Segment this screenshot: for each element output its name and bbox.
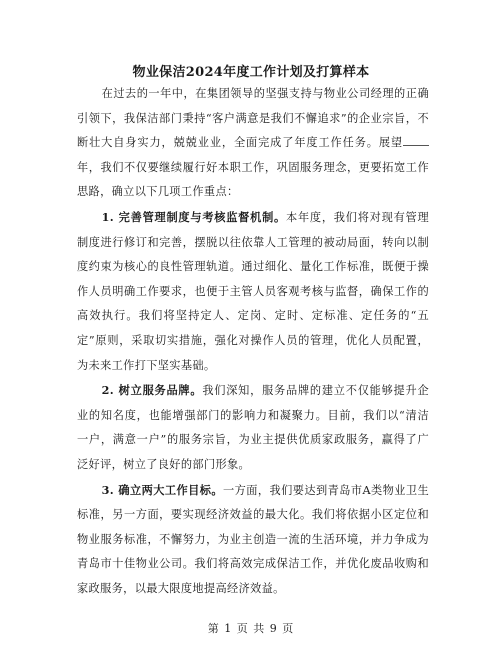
page-footer: 第 1 页 共 9 页 xyxy=(207,622,295,635)
item-text: 本年度，我们将对现有管理制度进行修订和完善，摆脱以往依靠人工管理的被动局面，转向以制度约束为核心的良性管理轨道。通过细化、量化工作标准，既便于操作人员明确工作要求，也便于主管人员客观考核与监督，确保工作的高效执行。我们将坚持定人、定岗、定时、定标准、定任务的“五定”原则，采取切实措施，强化对操作人员的管理，优化人员配置，为未来工作打下坚实基础。 xyxy=(77,210,430,372)
intro-text-part1: 在过去的一年中，在集团领导的坚强支持与物业公司经理的正确引领下，我保洁部门秉持“客户满意是我们不懈追求”的企业宗旨，不断壮大自身实力，兢兢业业，全面完成了年度工作任务。展望 xyxy=(77,87,429,150)
blank-underline xyxy=(403,135,429,146)
intro-paragraph xyxy=(77,82,429,205)
list-item xyxy=(77,478,429,602)
item-heading: 3. 确立两大工作目标。 xyxy=(101,482,223,497)
item-text: 我们深知，服务品牌的建立不仅能够提升企业的知名度，也能增强部门的影响力和凝聚力。目前，我们以“清洁一户，满意一户”的服务宗旨，为业主提供优质家政服务，赢得了广泛好评，树立了良好的部门形象。 xyxy=(77,384,429,471)
list-item xyxy=(77,378,429,477)
list-item xyxy=(77,205,429,378)
item-text: 一方面，我们要达到青岛市A类物业卫生标准，另一方面，要实现经济效益的最大化。我们将依据小区定位和物业服务标准，不懈努力，为业主创造一流的生活环境，并力争成为青岛市十佳物业公司。我们将高效完成保洁工作，并优化废品收购和家政服务，以最大限度地提高经济效益。 xyxy=(77,483,429,595)
item-heading: 1. 完善管理制度与考核监督机制。 xyxy=(101,209,286,224)
intro-text-part2: 年，我们不仅要继续履行好本职工作，巩固服务理念，更要拓宽工作思路，确立以下几项工作重点： xyxy=(77,160,429,199)
item-heading: 2. 树立服务品牌。 xyxy=(101,383,203,398)
page-title: 物业保洁2024年度工作计划及打算样本 xyxy=(132,65,370,80)
document-body xyxy=(77,82,429,601)
